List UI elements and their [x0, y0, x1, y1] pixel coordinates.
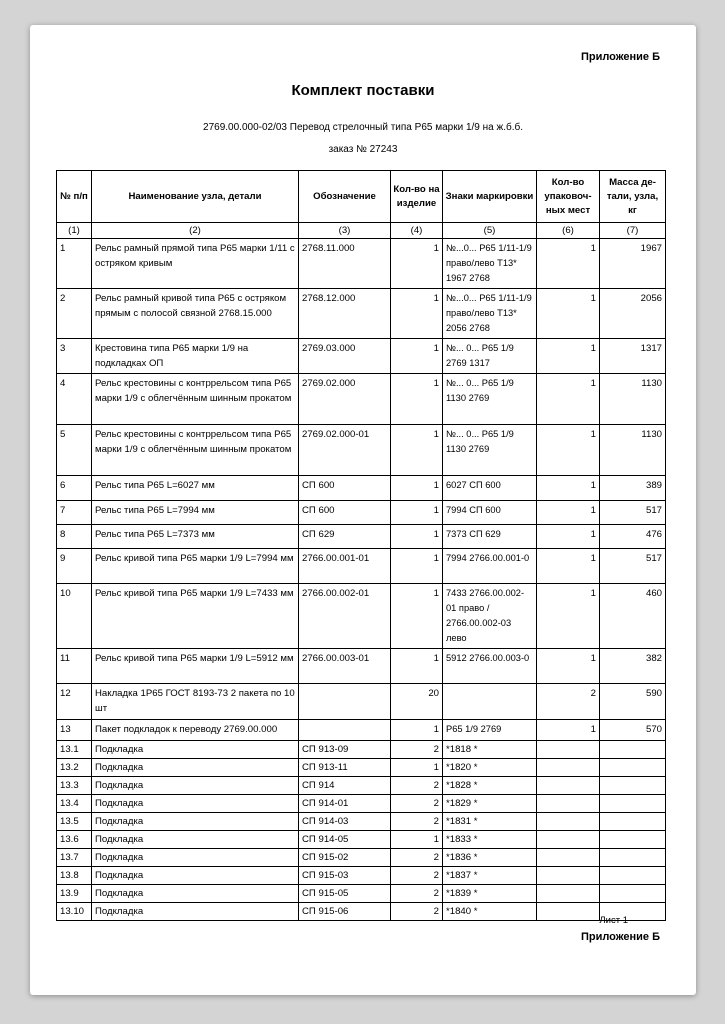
- row-number: 12: [57, 684, 92, 720]
- row-name: Подкладка: [92, 759, 299, 777]
- header-col-number: № п/п: [57, 171, 92, 223]
- row-name: Пакет подкладок к переводу 2769.00.000: [92, 720, 299, 741]
- row-places: 1: [537, 476, 600, 501]
- row-places: 1: [537, 501, 600, 525]
- row-number: 13.5: [57, 813, 92, 831]
- table-row: [57, 425, 666, 476]
- header-col-mass: Масса де-тали, узла, кг: [600, 171, 666, 223]
- table-row: [57, 374, 666, 425]
- row-number: 13.2: [57, 759, 92, 777]
- row-number: 4: [57, 374, 92, 425]
- row-mass: 1317: [600, 339, 666, 374]
- row-name: Подкладка: [92, 849, 299, 867]
- row-name: Рельс рамный прямой типа Р65 марки 1/11 с остряком кривым: [92, 239, 299, 289]
- delivery-set-table: [56, 170, 666, 921]
- row-marking: 5912 2766.00.003-0: [443, 649, 537, 684]
- row-quantity: 1: [391, 525, 443, 549]
- row-name: Рельс типа Р65 L=6027 мм: [92, 476, 299, 501]
- header-col-places: Кол-во упаковоч-ных мест: [537, 171, 600, 223]
- column-number: (2): [92, 223, 299, 239]
- row-number: 3: [57, 339, 92, 374]
- row-quantity: 1: [391, 339, 443, 374]
- row-places: 1: [537, 525, 600, 549]
- row-name: Подкладка: [92, 777, 299, 795]
- row-designation: [299, 720, 391, 741]
- row-places: 1: [537, 649, 600, 684]
- row-marking: *1820 *: [443, 759, 537, 777]
- row-quantity: 2: [391, 885, 443, 903]
- row-marking: №... 0... Р65 1/9 1130 2769: [443, 425, 537, 476]
- row-quantity: 1: [391, 584, 443, 649]
- row-quantity: 1: [391, 549, 443, 584]
- row-designation: 2769.03.000: [299, 339, 391, 374]
- row-mass: [600, 741, 666, 759]
- row-mass: 1967: [600, 239, 666, 289]
- row-marking: 7994 2766.00.001-0: [443, 549, 537, 584]
- header-col-marking: Знаки маркировки: [443, 171, 537, 223]
- row-marking: №... 0... Р65 1/9 2769 1317: [443, 339, 537, 374]
- row-name: Рельс крестовины с контррельсом типа Р65 марки 1/9 с облегчённым шинным прокатом: [92, 425, 299, 476]
- row-designation: 2766.00.002-01: [299, 584, 391, 649]
- row-mass: [600, 867, 666, 885]
- order-number: заказ № 27243: [328, 144, 398, 155]
- column-number: (4): [391, 223, 443, 239]
- row-quantity: 1: [391, 831, 443, 849]
- appendix-label-bottom: Приложение Б: [580, 931, 660, 943]
- row-quantity: 2: [391, 867, 443, 885]
- row-name: Подкладка: [92, 903, 299, 921]
- row-mass: [600, 813, 666, 831]
- appendix-label-top: Приложение Б: [580, 51, 660, 63]
- row-quantity: 1: [391, 649, 443, 684]
- row-number: 9: [57, 549, 92, 584]
- row-number: 7: [57, 501, 92, 525]
- row-mass: [600, 777, 666, 795]
- row-marking: *1828 *: [443, 777, 537, 795]
- row-name: Рельс рамный кривой типа Р65 с остряком прямым с полосой связной 2768.15.000: [92, 289, 299, 339]
- row-number: 10: [57, 584, 92, 649]
- row-marking: 7433 2766.00.002-01 право / 2766.00.002-03 лево: [443, 584, 537, 649]
- row-number: 5: [57, 425, 92, 476]
- row-marking: *1837 *: [443, 867, 537, 885]
- row-mass: [600, 795, 666, 813]
- row-places: 2: [537, 684, 600, 720]
- row-number: 11: [57, 649, 92, 684]
- row-number: 8: [57, 525, 92, 549]
- row-marking: *1836 *: [443, 849, 537, 867]
- header-col-designation: Обозначение: [299, 171, 391, 223]
- row-mass: 1130: [600, 425, 666, 476]
- row-marking: №...0... Р65 1/11-1/9 право/лево Т13* 1967 2768: [443, 239, 537, 289]
- row-designation: СП 915-05: [299, 885, 391, 903]
- row-designation: СП 914-05: [299, 831, 391, 849]
- table-subrow: [57, 849, 666, 867]
- row-number: 13.3: [57, 777, 92, 795]
- row-designation: СП 913-09: [299, 741, 391, 759]
- row-designation: [299, 684, 391, 720]
- row-designation: СП 629: [299, 525, 391, 549]
- row-places: 1: [537, 720, 600, 741]
- row-quantity: 1: [391, 374, 443, 425]
- row-designation: 2769.02.000-01: [299, 425, 391, 476]
- document-page: [30, 25, 696, 995]
- row-number: 1: [57, 239, 92, 289]
- row-designation: 2768.11.000: [299, 239, 391, 289]
- row-mass: [600, 831, 666, 849]
- table-header-row: [57, 171, 666, 223]
- row-marking: *1833 *: [443, 831, 537, 849]
- row-mass: 590: [600, 684, 666, 720]
- row-name: Крестовина типа Р65 марки 1/9 на подкладках ОП: [92, 339, 299, 374]
- row-marking: 6027 СП 600: [443, 476, 537, 501]
- row-quantity: 1: [391, 476, 443, 501]
- row-quantity: 1: [391, 289, 443, 339]
- table-subrow: [57, 777, 666, 795]
- row-marking: *1839 *: [443, 885, 537, 903]
- row-designation: СП 915-06: [299, 903, 391, 921]
- row-mass: 517: [600, 549, 666, 584]
- table-subrow: [57, 795, 666, 813]
- row-mass: 570: [600, 720, 666, 741]
- row-mass: [600, 759, 666, 777]
- row-designation: 2769.02.000: [299, 374, 391, 425]
- row-name: Подкладка: [92, 831, 299, 849]
- row-places: [537, 759, 600, 777]
- row-places: 1: [537, 289, 600, 339]
- row-quantity: 20: [391, 684, 443, 720]
- row-name: Рельс кривой типа Р65 марки 1/9 L=7433 мм: [92, 584, 299, 649]
- row-name: Подкладка: [92, 885, 299, 903]
- column-number-row: [57, 223, 666, 239]
- row-quantity: 2: [391, 813, 443, 831]
- column-number: (5): [443, 223, 537, 239]
- row-number: 13.9: [57, 885, 92, 903]
- row-name: Подкладка: [92, 813, 299, 831]
- row-marking: 7373 СП 629: [443, 525, 537, 549]
- row-mass: 476: [600, 525, 666, 549]
- row-number: 13.10: [57, 903, 92, 921]
- row-quantity: 2: [391, 795, 443, 813]
- table-row: [57, 549, 666, 584]
- row-designation: СП 600: [299, 476, 391, 501]
- row-number: 13.7: [57, 849, 92, 867]
- row-mass: 382: [600, 649, 666, 684]
- row-places: 1: [537, 549, 600, 584]
- row-places: [537, 867, 600, 885]
- row-number: 13.8: [57, 867, 92, 885]
- row-number: 6: [57, 476, 92, 501]
- row-designation: СП 913-11: [299, 759, 391, 777]
- table-row: [57, 584, 666, 649]
- row-mass: [600, 885, 666, 903]
- row-name: Подкладка: [92, 867, 299, 885]
- row-marking: *1829 *: [443, 795, 537, 813]
- table-row: [57, 501, 666, 525]
- table-subrow: [57, 903, 666, 921]
- row-designation: СП 914: [299, 777, 391, 795]
- row-marking: *1840 *: [443, 903, 537, 921]
- row-name: Подкладка: [92, 741, 299, 759]
- row-mass: 2056: [600, 289, 666, 339]
- row-marking: *1818 *: [443, 741, 537, 759]
- column-number: (1): [57, 223, 92, 239]
- row-name: Накладка 1Р65 ГОСТ 8193-73 2 пакета по 10 шт: [92, 684, 299, 720]
- row-places: [537, 813, 600, 831]
- row-places: [537, 903, 600, 921]
- table-subrow: [57, 831, 666, 849]
- row-mass: 389: [600, 476, 666, 501]
- row-name: Рельс кривой типа Р65 марки 1/9 L=5912 мм: [92, 649, 299, 684]
- row-designation: СП 914-03: [299, 813, 391, 831]
- row-quantity: 2: [391, 849, 443, 867]
- row-places: [537, 777, 600, 795]
- row-designation: СП 915-03: [299, 867, 391, 885]
- row-designation: 2766.00.003-01: [299, 649, 391, 684]
- table-row: [57, 525, 666, 549]
- row-quantity: 2: [391, 903, 443, 921]
- row-quantity: 1: [391, 425, 443, 476]
- row-mass: [600, 849, 666, 867]
- table-subrow: [57, 759, 666, 777]
- table-subrow: [57, 813, 666, 831]
- row-quantity: 1: [391, 239, 443, 289]
- row-marking: Р65 1/9 2769: [443, 720, 537, 741]
- row-name: Рельс типа Р65 L=7373 мм: [92, 525, 299, 549]
- row-number: 13.4: [57, 795, 92, 813]
- row-quantity: 1: [391, 759, 443, 777]
- row-name: Рельс крестовины с контррельсом типа Р65 марки 1/9 с облегчённым шинным прокатом: [92, 374, 299, 425]
- row-places: [537, 795, 600, 813]
- column-number: (3): [299, 223, 391, 239]
- row-places: [537, 831, 600, 849]
- row-marking: №...0... Р65 1/11-1/9 право/лево Т13* 2056 2768: [443, 289, 537, 339]
- row-number: 13.1: [57, 741, 92, 759]
- row-places: 1: [537, 374, 600, 425]
- sheet-number: Лист 1: [599, 915, 628, 926]
- row-name: Рельс типа Р65 L=7994 мм: [92, 501, 299, 525]
- table-subrow: [57, 741, 666, 759]
- row-name: Подкладка: [92, 795, 299, 813]
- header-col-quantity: Кол-во на изделие: [391, 171, 443, 223]
- row-places: 1: [537, 339, 600, 374]
- table-row: [57, 720, 666, 741]
- row-name: Рельс кривой типа Р65 марки 1/9 L=7994 мм: [92, 549, 299, 584]
- row-quantity: 2: [391, 777, 443, 795]
- table-row: [57, 649, 666, 684]
- table-subrow: [57, 885, 666, 903]
- row-places: [537, 849, 600, 867]
- row-designation: СП 915-02: [299, 849, 391, 867]
- row-marking: *1831 *: [443, 813, 537, 831]
- row-mass: 460: [600, 584, 666, 649]
- row-places: [537, 741, 600, 759]
- row-marking: 7994 СП 600: [443, 501, 537, 525]
- row-places: 1: [537, 425, 600, 476]
- row-designation: СП 600: [299, 501, 391, 525]
- row-mass: 517: [600, 501, 666, 525]
- column-number: (6): [537, 223, 600, 239]
- document-subtitle: 2769.00.000-02/03 Перевод стрелочный типа Р65 марки 1/9 на ж.б.б.: [203, 122, 523, 133]
- row-designation: 2766.00.001-01: [299, 549, 391, 584]
- table-row: [57, 476, 666, 501]
- row-quantity: 1: [391, 720, 443, 741]
- table-row: [57, 289, 666, 339]
- table-row: [57, 339, 666, 374]
- row-marking: [443, 684, 537, 720]
- row-quantity: 2: [391, 741, 443, 759]
- row-places: 1: [537, 239, 600, 289]
- row-places: [537, 885, 600, 903]
- table-row: [57, 239, 666, 289]
- column-number: (7): [600, 223, 666, 239]
- row-number: 13: [57, 720, 92, 741]
- row-places: 1: [537, 584, 600, 649]
- document-title: Комплект поставки: [291, 82, 435, 99]
- row-designation: 2768.12.000: [299, 289, 391, 339]
- row-designation: СП 914-01: [299, 795, 391, 813]
- row-mass: 1130: [600, 374, 666, 425]
- table-subrow: [57, 867, 666, 885]
- row-number: 2: [57, 289, 92, 339]
- row-marking: №... 0... Р65 1/9 1130 2769: [443, 374, 537, 425]
- row-number: 13.6: [57, 831, 92, 849]
- header-col-name: Наименование узла, детали: [92, 171, 299, 223]
- row-quantity: 1: [391, 501, 443, 525]
- table-row: [57, 684, 666, 720]
